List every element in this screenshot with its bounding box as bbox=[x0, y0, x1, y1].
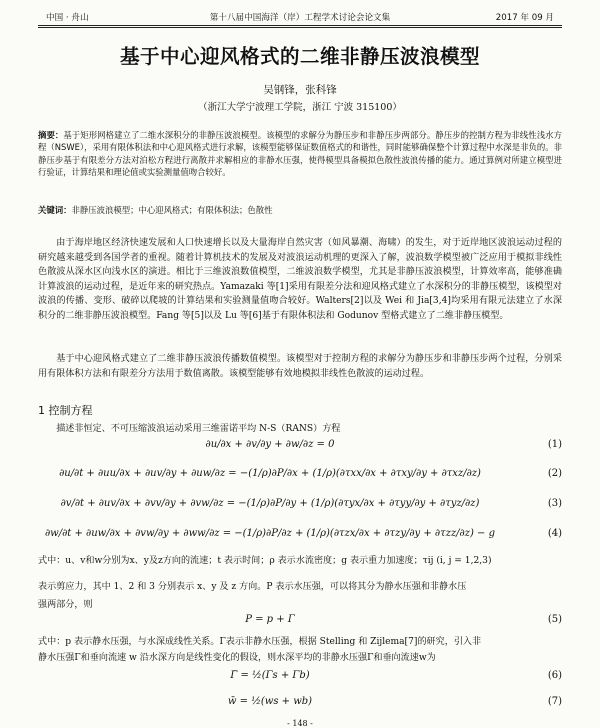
equation-expression: w̄ = ½(ws + wb) bbox=[227, 696, 313, 707]
governing-intro: 描述非恒定、不可压缩波浪运动采用三维雷诺平均 N-S（RANS）方程 bbox=[56, 424, 341, 434]
keywords-text: 非静压波浪模型；中心迎风格式；有限体积法；色散性 bbox=[71, 205, 273, 215]
running-header bbox=[38, 9, 562, 25]
equation-number: (5) bbox=[547, 614, 562, 625]
abstract-text: 基于矩形网格建立了二维水深积分的非静压波浪模型。该模型的求解分为静压步和非静压步两部分。静压步的控制方程为非线性浅水方程（NSWE），采用有限体积法和中心迎风格式进行求解，该模型能够保证数值格式的和谐性，同时能够确保整个计算过程中水深是非负的。非静压步基于有限差分方法对泊松方程进行离散并求解相应的非静水压强，使得模型具备模拟色散性波浪传播的能力。通过算例对所建立模型进行验证，计算结果和理论值或实验测量值吻合较好。 bbox=[38, 130, 562, 178]
equation-expression: ∂w/∂t + ∂uw/∂x + ∂vw/∂y + ∂ww/∂z = −(1/ρ)∂P/∂z + (1/ρ)(∂τzx/∂x + ∂τzy/∂y + ∂τzz/∂z) − g bbox=[45, 528, 495, 539]
section-heading: 1 控制方程 bbox=[38, 404, 93, 417]
page-number: - 148 - bbox=[287, 719, 313, 728]
header-location: 中国 · 舟山 bbox=[46, 13, 89, 23]
equation-expression: ∂v/∂t + ∂uv/∂x + ∂vv/∂y + ∂vw/∂z = −(1/ρ)∂P/∂y + (1/ρ)(∂τyx/∂x + ∂τyy/∂y + ∂τyz/∂z) bbox=[60, 498, 480, 509]
equation-explanation: 强两部分，则 bbox=[38, 600, 93, 610]
header-proceedings: 第十八届中国海洋（岸）工程学术讨论会论文集 bbox=[209, 13, 391, 23]
equation-number: (3) bbox=[547, 498, 562, 509]
equation-6 bbox=[38, 663, 562, 689]
equation-number: (4) bbox=[547, 528, 562, 539]
equation-2 bbox=[38, 461, 562, 487]
intro-paragraph-2: 基于中心迎风格式建立了二维非静压波浪传播数值模型。该模型对于控制方程的求解分为静压步和非静压步两个过程，分别采用有限体积方法和有限差分方法用于数值离散。该模型能够有效地模拟非线性色散波的运动过程。 bbox=[38, 354, 562, 379]
equation-7 bbox=[38, 689, 562, 715]
intro-paragraph-1: 由于海岸地区经济快速发展和人口快速增长以及大量海岸自然灾害（如风暴潮、海啸）的发生，对于近岸地区波浪运动过程的研究越来越受到各国学者的重视。随着计算机技术的发展及对波浪运动机理的更深入了解，波浪数学模型被广泛应用于模拟非线性色散波从深水区向浅水区的演进。相比于三维波浪数值模型，二维波浪数学模型，尤其是非静压波浪模型，计算效率高，能够准确计算波浪的运动过程，是近年来的研究热点。Yamazaki 等[1]采用有限差分法和迎风格式建立了水深积分的非静压模型，该模型对波浪的传播、变形、破碎以爬坡的计算结果和实验测量值吻合较好。Walters[2]以及 Wei 和 Jia[3,4]均采用有限元法建立了水深积分的二维非静压波浪模型。Fang 等[5]以及 Lu 等[6]基于有限体积法和 Godunov 型格式建立了二维非静压模型。 bbox=[38, 238, 562, 321]
header-rule-thin bbox=[38, 27, 562, 28]
equation-explanation: 表示剪应力，其中 1、2 和 3 分别表示 x、y 及 z 方向。P 表示水压强，可以将其分为静水压强和非静水压 bbox=[38, 582, 467, 592]
abstract-label: 摘要： bbox=[38, 130, 64, 140]
paper-title: 基于中心迎风格式的二维非静压波浪模型 bbox=[119, 45, 480, 68]
affiliation: （浙江大学宁波理工学院，浙江 宁波 315100） bbox=[198, 102, 402, 113]
keywords bbox=[38, 204, 562, 216]
equation-expression: ∂u/∂t + ∂uu/∂x + ∂uv/∂y + ∂uw/∂z = −(1/ρ)∂P/∂x + (1/ρ)(∂τxx/∂x + ∂τxy/∂y + ∂τxz/∂z) bbox=[59, 468, 481, 479]
equation-expression: ∂u/∂x + ∂v/∂y + ∂w/∂z = 0 bbox=[205, 439, 335, 450]
equation-3 bbox=[38, 491, 562, 517]
header-rule bbox=[38, 25, 562, 26]
equation-1 bbox=[38, 432, 562, 458]
equation-4 bbox=[38, 521, 562, 547]
equation-number: (7) bbox=[547, 696, 562, 707]
equation-explanation: 式中：u、v和w分别为x、y及z方向的流速；t 表示时间；ρ 表示水流密度；g 表示重力加速度；τij (i, j = 1,2,3) bbox=[38, 556, 492, 566]
header-date: 2017 年 09 月 bbox=[495, 13, 554, 23]
authors: 吴钢锋，张科锋 bbox=[263, 84, 337, 96]
equation-explanation: 式中：p 表示静水压强，与水深成线性关系。Γ表示非静水压强，根据 Stelling 和 Zijlema[7]的研究，引入非 bbox=[38, 637, 482, 647]
keywords-label: 关键词： bbox=[38, 205, 72, 215]
equation-expression: P = p + Γ bbox=[245, 614, 295, 625]
equation-5 bbox=[38, 607, 562, 633]
equation-number: (2) bbox=[547, 468, 562, 479]
equation-number: (1) bbox=[547, 439, 562, 450]
abstract bbox=[38, 129, 562, 179]
equation-explanation: 静水压强Γ和垂向流速 w 沿水深方向是线性变化的假设，则水深平均的非静水压强Γ和垂向流速w为 bbox=[38, 653, 436, 663]
equation-expression: Γ̄ = ½(Γs + Γb) bbox=[230, 670, 310, 681]
equation-number: (6) bbox=[547, 670, 562, 681]
